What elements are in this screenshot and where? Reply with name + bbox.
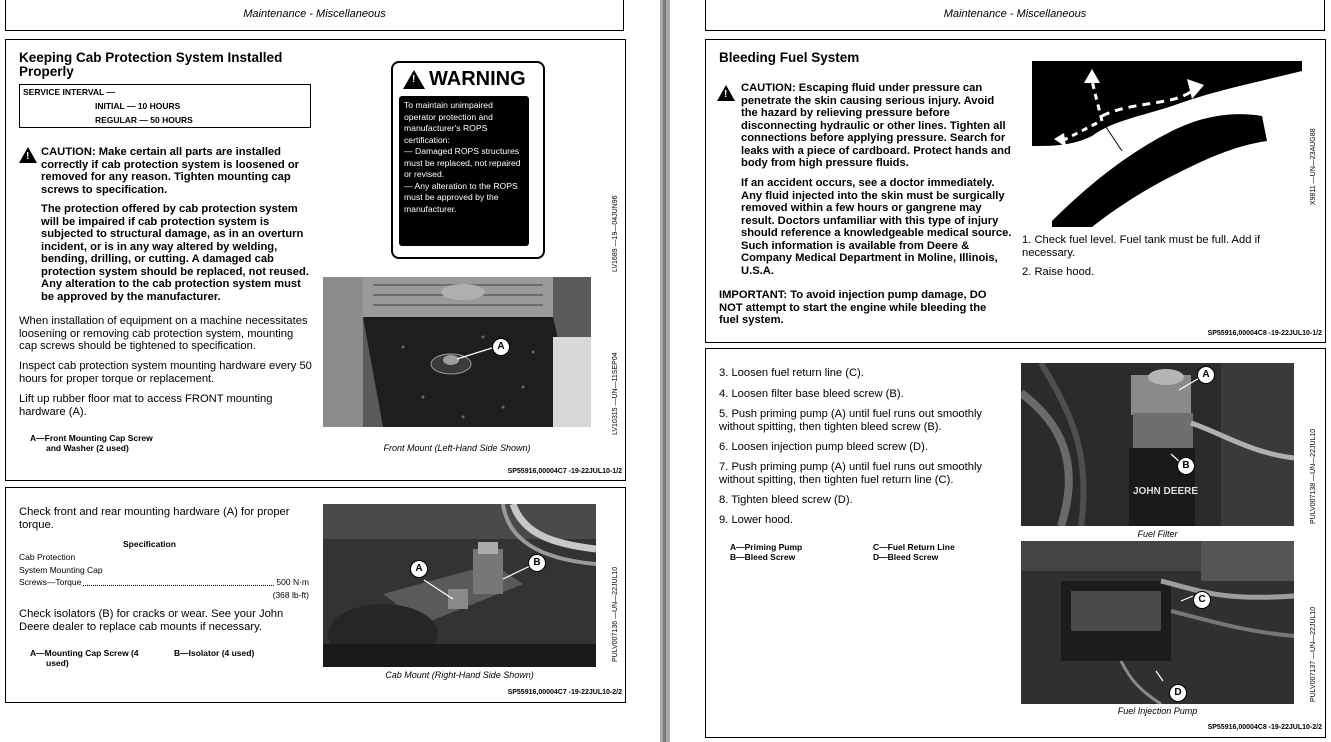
- high-pressure-fluid-icon: [1032, 61, 1302, 227]
- legend-a-line2: used): [46, 658, 69, 668]
- callout-b: B: [528, 554, 546, 572]
- cab-protection-section: [5, 39, 626, 481]
- service-interval-label: SERVICE INTERVAL —: [23, 87, 115, 97]
- caution-icon: [19, 146, 37, 164]
- warning-bullet-1: — Damaged ROPS structures must be replaced, not repaired or revised.: [404, 146, 521, 179]
- callout-a: A: [410, 560, 428, 578]
- warning-header: [403, 68, 526, 91]
- step-3: 3. Loosen fuel return line (C).: [719, 367, 864, 379]
- warning-body: [399, 96, 529, 246]
- illustration-id: X9811 —UN—23AUG88: [1310, 128, 1317, 205]
- section-footer-id: SP55916,00004C8 -19-22JUL10-2/2: [1207, 724, 1322, 731]
- right-page: [670, 0, 1331, 742]
- front-mount-illustration: [323, 277, 591, 427]
- cab-mount-caption: Cab Mount (Right-Hand Side Shown): [385, 670, 534, 680]
- header-dash: -: [1006, 8, 1017, 20]
- section-footer-id: SP55916,00004C7 -19-22JUL10-2/2: [507, 689, 622, 696]
- left-page: [0, 0, 660, 742]
- step-6: 6. Loosen injection pump bleed screw (D).: [719, 441, 928, 453]
- section-title: Keeping Cab Protection System Installed Properly: [19, 50, 283, 79]
- cab-mount-illustration: [323, 504, 596, 667]
- lift-mat-paragraph: Lift up rubber floor mat to access FRONT mounting hardware (A).: [19, 393, 273, 418]
- caution-icon: [717, 84, 735, 102]
- cab-mount-section: [5, 487, 626, 703]
- legend-a-line1: A—Front Mounting Cap Screw: [30, 433, 153, 443]
- header-section: Maintenance: [243, 8, 307, 20]
- service-interval-box: [19, 84, 311, 128]
- page-header-left: [5, 0, 624, 31]
- fuel-filter-illustration: [1021, 363, 1294, 526]
- spec-title: Specification: [123, 539, 176, 549]
- caution-text-2: The protection offered by cab protection system will be impaired if cab protection system is subjected to structural damage, as in an overturn incident, or is in any way altered by welding, bending, drilling, or cutting. A damaged cab protection system should be replaced, not reused. Any alteration to the cab protection system must be approved by the manufacturer.: [41, 203, 309, 303]
- spec-line-3: Screws—Torque: [19, 577, 82, 587]
- callout-a: A: [1197, 366, 1215, 384]
- section-footer-id: SP55916,00004C7 -19-22JUL10-1/2: [507, 468, 622, 475]
- caution-text-2: If an accident occurs, see a doctor immediately. Any fluid injected into the skin must be surgically removed within a few hours or gangrene may result. Doctors unfamiliar with this type of injury should reference a knowledgeable medical source. Such information is available from Deere & Company Medical Department in Moline, Illinois, U.S.A.: [741, 177, 1012, 277]
- legend-b: B—Isolator (4 used): [174, 648, 255, 658]
- bleeding-fuel-section: [705, 39, 1326, 343]
- legend-a: A—Priming Pump: [730, 542, 803, 552]
- fuel-filter-photo-id: PULV007138 —UN—22JUL10: [1310, 428, 1317, 524]
- header-section: Maintenance: [943, 8, 1007, 20]
- header-subsection: Miscellaneous: [1016, 8, 1087, 20]
- header-dash: -: [306, 8, 317, 20]
- section-footer-id: SP55916,00004C8 -19-22JUL10-1/2: [1207, 330, 1322, 337]
- isolator-paragraph: Check isolators (B) for cracks or wear. See your John Deere dealer to replace cab mounts if necessary.: [19, 608, 284, 633]
- warning-image-id: LV1689 —19—04JUN96: [612, 195, 619, 272]
- injection-pump-caption: Fuel Injection Pump: [1117, 706, 1198, 716]
- callout-d: D: [1169, 684, 1187, 702]
- step-4: 4. Loosen filter base bleed screw (B).: [719, 388, 904, 400]
- section-title: Bleeding Fuel System: [719, 50, 860, 65]
- legend-a-line1: A—Mounting Cap Screw (4: [30, 648, 139, 658]
- legend-b: B—Bleed Screw: [730, 552, 796, 562]
- warning-decal: [391, 61, 545, 259]
- cab-mount-photo-id: PULV007136 —UN—22JUL10: [612, 566, 619, 662]
- header-subsection: Miscellaneous: [316, 8, 386, 20]
- filter-brand-label: JOHN DEERE: [1133, 486, 1199, 497]
- install-paragraph: When installation of equipment on a machine necessitates loosening or removing cab protection system, mounting cap screws should be tightened to specification.: [19, 315, 308, 352]
- injection-pump-illustration: [1021, 541, 1294, 704]
- step-5: 5. Push priming pump (A) until fuel runs out smoothly without spitting, then tighten bleed screw (B).: [719, 408, 983, 433]
- fluid-injection-illustration: [1032, 61, 1302, 227]
- caution-text-1: CAUTION: Make certain all parts are installed correctly if cab protection system is loosened or removed for any reason. Tighten mounting cap screws to specification.: [41, 146, 300, 196]
- spec-table: [19, 551, 309, 601]
- step-8: 8. Tighten bleed screw (D).: [719, 494, 853, 506]
- page-header-right: [705, 0, 1325, 31]
- front-photo-id: LV10315 —UN—11SEP04: [612, 352, 619, 435]
- callout-c: C: [1193, 591, 1211, 609]
- step-7: 7. Push priming pump (A) until fuel runs out smoothly without spitting, then tighten fuel return line (C).: [719, 461, 983, 486]
- callout-a: A: [492, 338, 510, 356]
- spec-value-nm: 500 N·m: [276, 577, 309, 587]
- check-hardware-paragraph: Check front and rear mounting hardware (A) for proper torque.: [19, 506, 290, 531]
- inspect-paragraph: Inspect cab protection system mounting hardware every 50 hours for proper torque or replacement.: [19, 360, 312, 385]
- regular-interval: REGULAR — 50 HOURS: [95, 115, 193, 125]
- legend-d: D—Bleed Screw: [873, 552, 939, 562]
- step-2: 2. Raise hood.: [1022, 266, 1095, 278]
- step-9: 9. Lower hood.: [719, 514, 794, 526]
- injection-pump-photo-id: PULV007137 —UN—22JUL10: [1310, 606, 1317, 702]
- front-mount-photo: [323, 277, 591, 427]
- warning-bullet-2: — Any alteration to the ROPS must be approved by the manufacturer.: [404, 180, 518, 214]
- page-gutter-line: [663, 0, 666, 742]
- warning-triangle-icon: [403, 70, 425, 89]
- legend-c: C—Fuel Return Line: [873, 542, 955, 552]
- bleeding-steps-section: [705, 348, 1326, 738]
- injection-pump-photo: [1021, 541, 1294, 704]
- cab-mount-photo: [323, 504, 596, 667]
- callout-b: B: [1177, 457, 1195, 475]
- important-text: IMPORTANT: To avoid injection pump damage, DO NOT attempt to start the engine while bleeding the fuel system.: [719, 289, 987, 326]
- step-1: 1. Check fuel level. Fuel tank must be full. Add if necessary.: [1022, 234, 1261, 259]
- fuel-filter-photo: [1021, 363, 1294, 526]
- spec-torque-row: [19, 576, 309, 589]
- spec-line-2: System Mounting Cap: [19, 564, 103, 575]
- front-photo-caption: Front Mount (Left-Hand Side Shown): [383, 443, 531, 453]
- caution-text-1: CAUTION: Escaping fluid under pressure can penetrate the skin causing serious injury. Avoid the hazard by relieving pressure before disconnecting hydraulic or other lines. Tighten all connections before applying pressure. Search for leaks with a piece of cardboard. Protect hands and body from high pressure fluids.: [741, 82, 1011, 169]
- warning-title: WARNING: [429, 68, 526, 90]
- legend-a-line2: and Washer (2 used): [46, 443, 129, 453]
- fuel-filter-caption: Fuel Filter: [1137, 529, 1178, 539]
- spec-line-1: Cab Protection: [19, 552, 76, 562]
- warning-text: To maintain unimpaired operator protection and manufacturer's ROPS certification:: [404, 100, 493, 145]
- initial-interval: INITIAL — 10 HOURS: [95, 101, 181, 111]
- spec-value-lbft: (368 lb-ft): [272, 589, 309, 600]
